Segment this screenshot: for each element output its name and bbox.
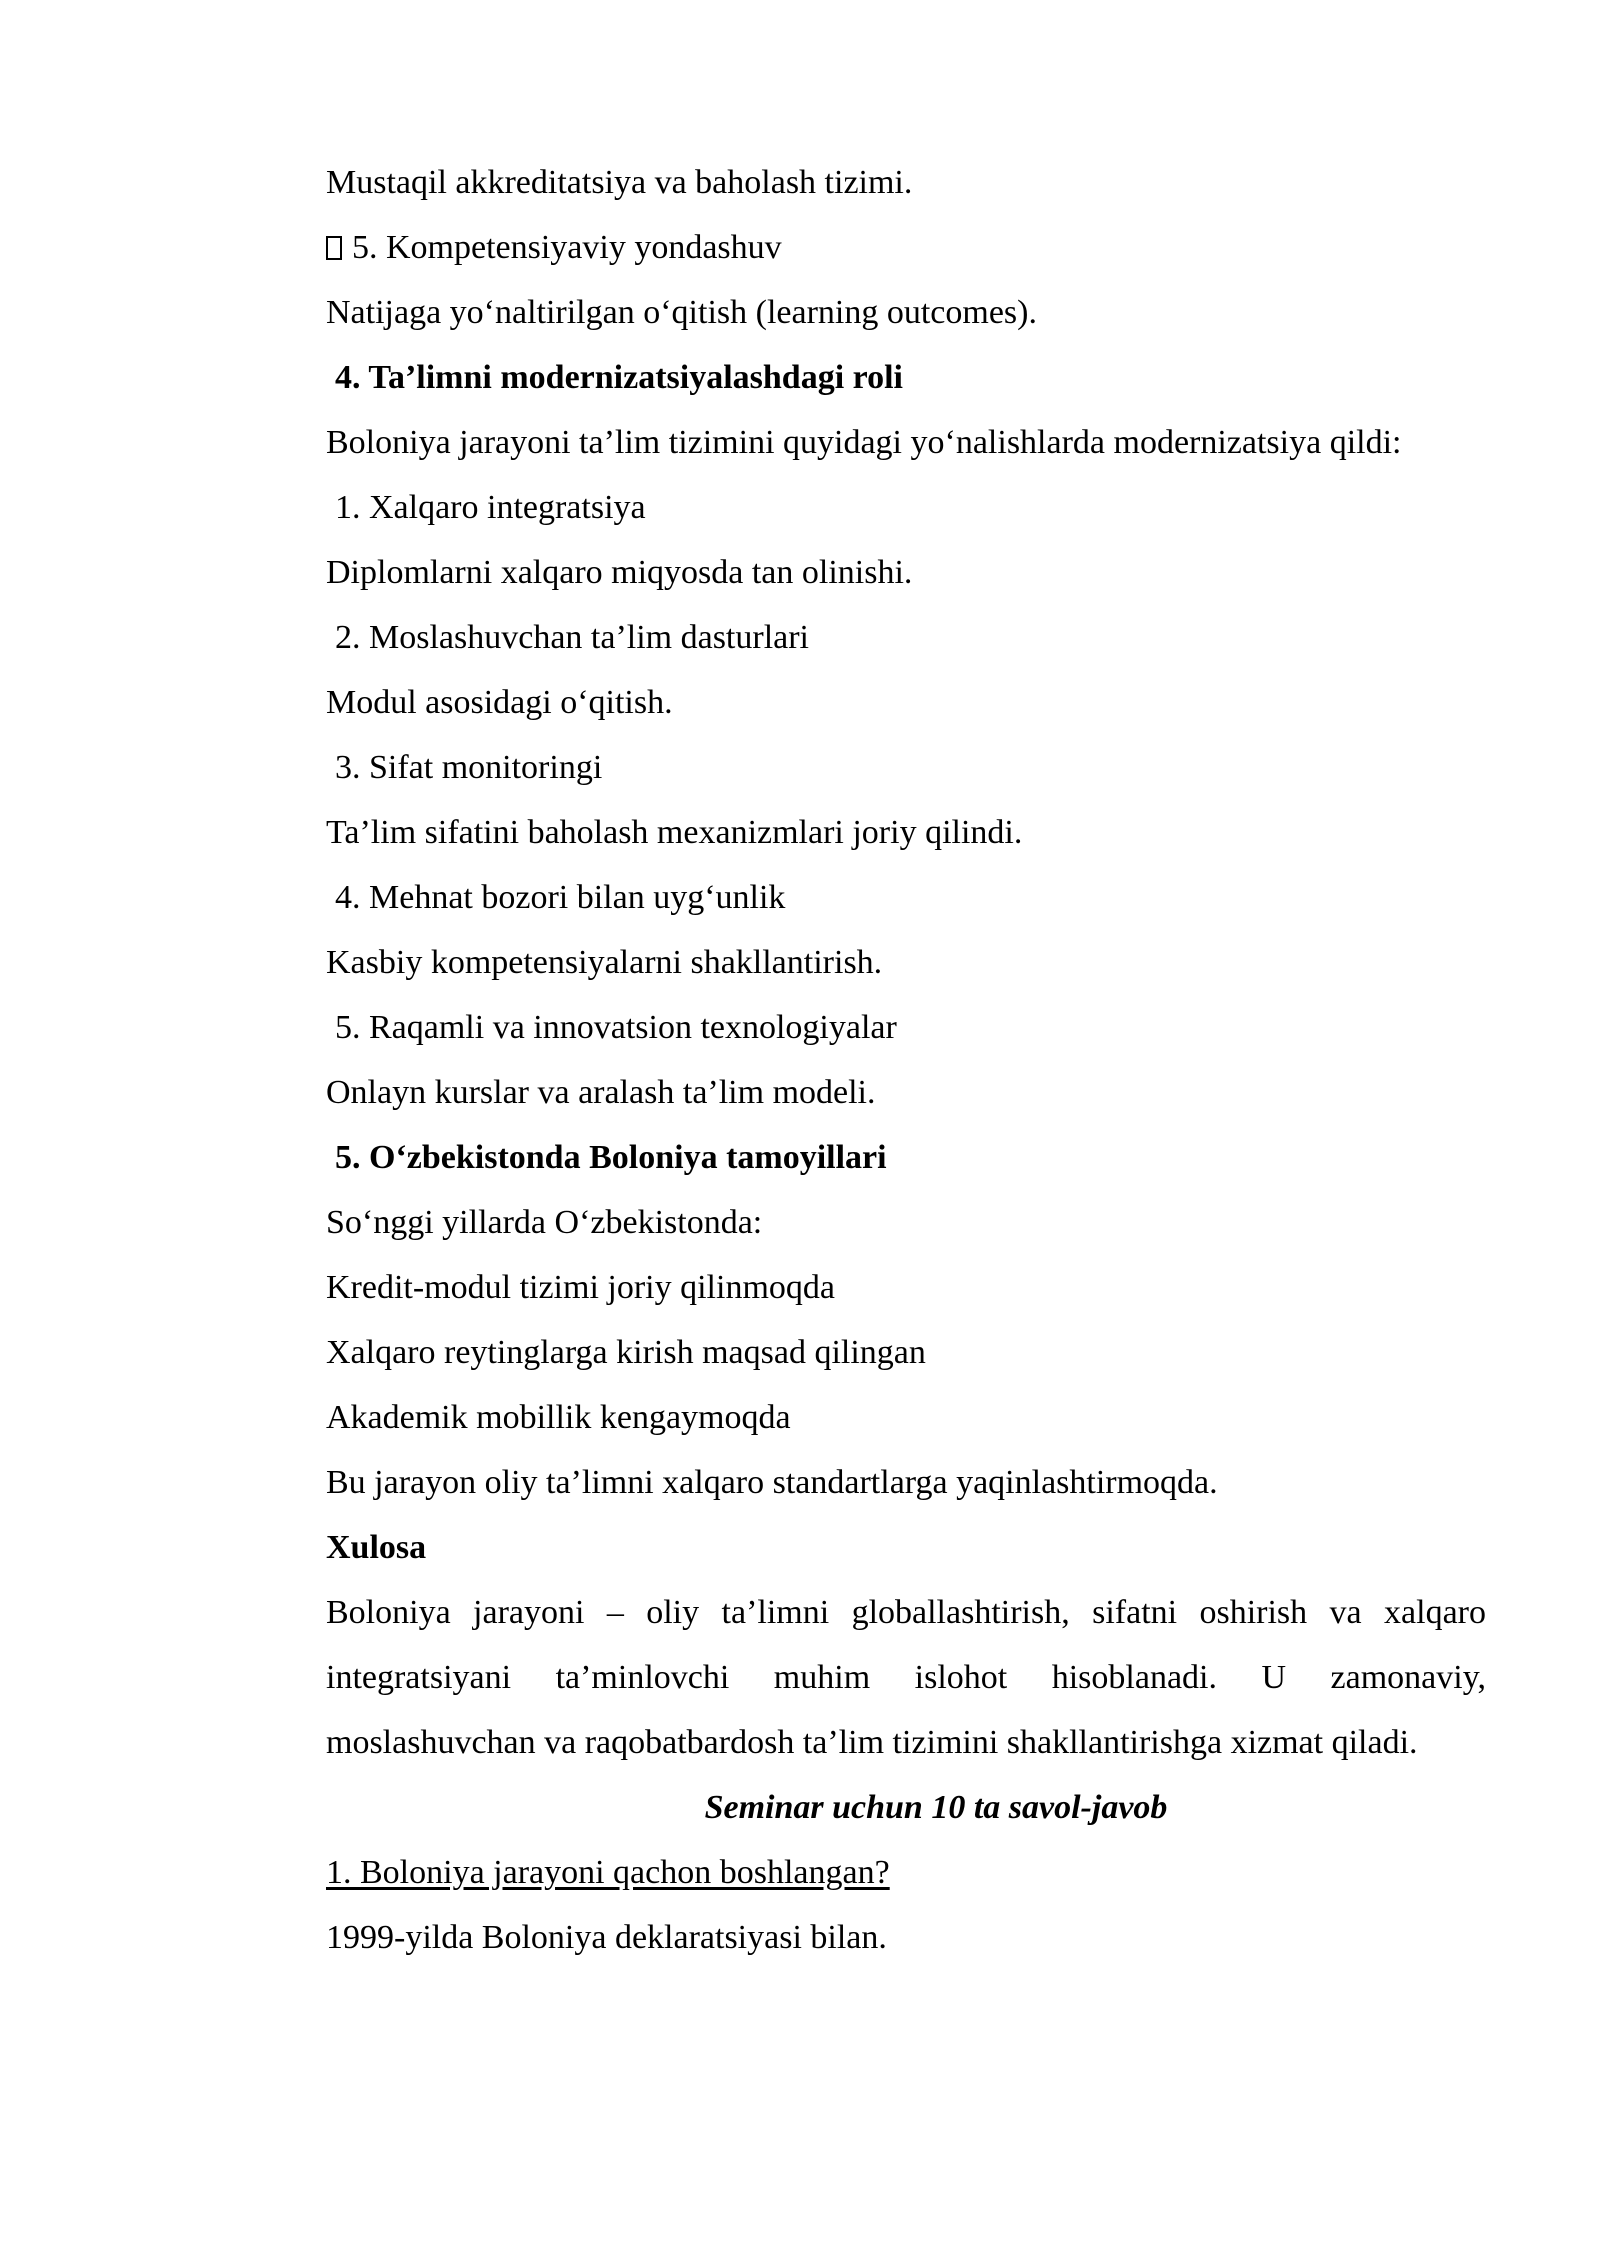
seminar-title: Seminar uchun 10 ta savol-javob xyxy=(704,1789,1168,1826)
text-line-modular-teaching: Modul asosidagi o‘qitish. xyxy=(326,684,673,721)
text-line-international-rankings: Xalqaro reytinglarga kirish maqsad qilingan xyxy=(326,1334,926,1371)
text-line-standards: Bu jarayon oliy ta’limni xalqaro standartlarga yaqinlashtirmoqda. xyxy=(326,1464,1218,1501)
section-heading-modernization: 4. Ta’limni modernizatsiyalashdagi roli xyxy=(335,359,904,396)
list-item-international-integration: 1. Xalqaro integratsiya xyxy=(335,489,646,526)
text-line-diplomas: Diplomlarni xalqaro miqyosda tan olinishi. xyxy=(326,554,913,591)
section-heading-uzbekistan: 5. O‘zbekistonda Boloniya tamoyillari xyxy=(335,1139,887,1176)
missing-glyph-box-icon xyxy=(326,236,342,260)
text-line-professional-competencies: Kasbiy kompetensiyalarni shakllantirish. xyxy=(326,944,883,981)
section-heading-conclusion: Xulosa xyxy=(326,1529,427,1566)
list-item-digital-technologies: 5. Raqamli va innovatsion texnologiyalar xyxy=(335,1009,897,1046)
text-line-academic-mobility: Akademik mobillik kengaymoqda xyxy=(326,1399,791,1436)
text-line-quality-mechanisms: Ta’lim sifatini baholash mexanizmlari joriy qilindi. xyxy=(326,814,1023,851)
list-item-competency-approach xyxy=(326,215,1486,280)
paragraph-modernization-intro: Boloniya jarayoni ta’lim tizimini quyidagi yo‘nalishlarda modernizatsiya qildi: xyxy=(326,424,1402,461)
seminar-answer-1: 1999-yilda Boloniya deklaratsiyasi bilan. xyxy=(326,1919,887,1956)
document-page xyxy=(326,150,1486,1970)
text-line-learning-outcomes: Natijaga yo‘naltirilgan o‘qitish (learning outcomes). xyxy=(326,294,1037,331)
list-item-labor-market: 4. Mehnat bozori bilan uyg‘unlik xyxy=(335,879,786,916)
seminar-question-1: 1. Boloniya jarayoni qachon boshlangan? xyxy=(326,1854,890,1891)
list-item-label: 5. Kompetensiyaviy yondashuv xyxy=(352,229,782,266)
list-item-quality-monitoring: 3. Sifat monitoringi xyxy=(335,749,603,786)
text-line-accreditation: Mustaqil akkreditatsiya va baholash tizimi. xyxy=(326,164,913,201)
list-item-flexible-programs: 2. Moslashuvchan ta’lim dasturlari xyxy=(335,619,810,656)
text-line-online-courses: Onlayn kurslar va aralash ta’lim modeli. xyxy=(326,1074,876,1111)
paragraph-conclusion: Boloniya jarayoni – oliy ta’limni globallashtirish, sifatni oshirish va xalqaro integratsiyani ta’minlovchi muhim islohot hisoblanadi. U zamonaviy, moslashuvchan va raqobatbardosh ta’lim tizimini shakllantirishga xizmat qiladi. xyxy=(326,1594,1486,1761)
text-line-recent-years: So‘nggi yillarda O‘zbekistonda: xyxy=(326,1204,763,1241)
text-line-credit-module: Kredit-modul tizimi joriy qilinmoqda xyxy=(326,1269,835,1306)
